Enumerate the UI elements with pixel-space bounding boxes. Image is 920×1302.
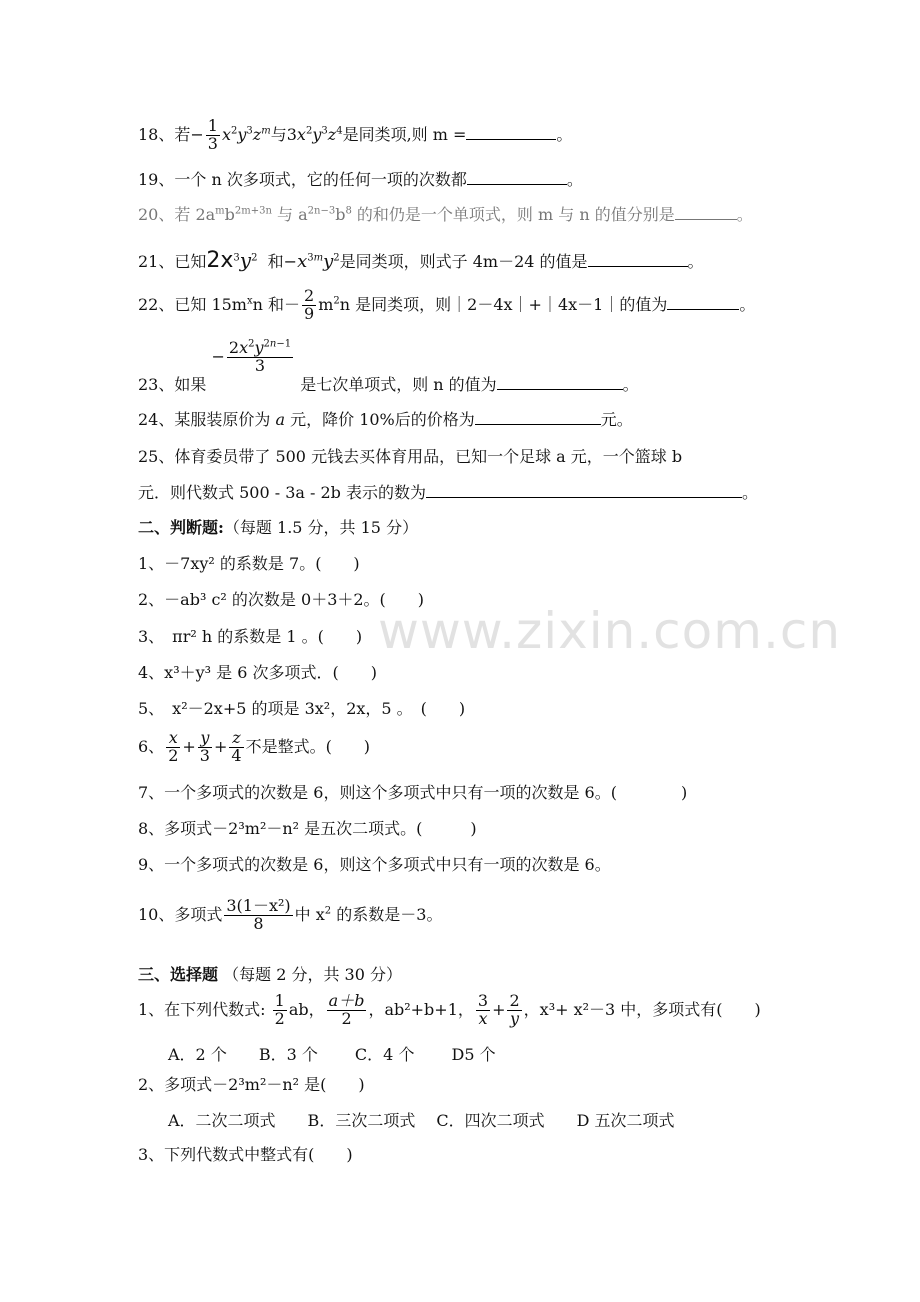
q20-mid: 与 a: [271, 205, 308, 224]
q18-end: 。: [556, 124, 573, 144]
question-23: [138, 338, 639, 394]
judge-5: 5、 x²－2x+5 的项是 3x²，2x，5 。 ( ): [138, 699, 466, 718]
fraction-2-y: [507, 993, 521, 1028]
section-3-heading: [138, 965, 402, 984]
q22-sup2: 2: [333, 295, 340, 307]
j10-post2: 的系数是－3。: [331, 904, 443, 924]
question-24: [138, 410, 633, 429]
frac-den: 3: [207, 133, 218, 153]
q20-exp3: 2n−3: [307, 205, 336, 217]
frac-den: 2: [274, 1008, 285, 1028]
section-note: （每题 2 分，共 30 分）: [223, 965, 402, 984]
frac-num: 3(1－x²): [226, 896, 291, 915]
q20-b2: b: [335, 205, 346, 224]
judge-8: 8、多项式－2³m²－n² 是五次二项式。( ): [138, 819, 477, 838]
frac-den: 8: [253, 913, 264, 933]
frac-den: 2: [341, 1008, 352, 1028]
q20-exp4: 8: [345, 205, 352, 217]
question-25-line1: 25、体育委员带了 500 元钱去买体育用品，已知一个足球 a 元，一个篮球 b: [138, 447, 683, 466]
answer-blank[interactable]: [475, 410, 601, 425]
frac-num: x: [166, 730, 180, 748]
question-21: 21、已知$2x^3y^2$ 和$-x^{3m}y^2$是同类项，则式子 4m－24 的值是 。: [138, 248, 704, 273]
judge-10: [138, 898, 442, 933]
q18-mid: 与: [270, 124, 287, 144]
answer-blank[interactable]: [497, 375, 623, 390]
q25-line2: 元．则代数式 500 - 3a - 2b 表示的数为: [138, 483, 427, 502]
frac-den: 3: [199, 745, 210, 765]
q23-pre: 23、如果: [138, 374, 207, 394]
answer-blank[interactable]: [675, 205, 737, 220]
q20-exp1: m: [215, 205, 225, 217]
q24-var: a: [275, 410, 286, 429]
q18-post: 是同类项,则 m =: [342, 124, 467, 144]
q21-pre: 21、已知: [138, 252, 207, 271]
question-19: [138, 170, 583, 189]
q22-sup: x: [246, 295, 253, 307]
choice-3: 3、下列代数式中整式有( ): [138, 1145, 353, 1164]
judge-3: 3、 πr² h 的系数是 1 。( ): [138, 627, 363, 646]
j10-sup: 2: [324, 905, 332, 917]
question-22: [138, 288, 755, 323]
fraction-two-ninths: [302, 288, 316, 323]
question-25-line2: [138, 483, 758, 502]
fraction-one-third: [206, 118, 220, 153]
q21-end: 。: [687, 252, 704, 271]
section-note: （每题 1.5 分，共 15 分）: [223, 518, 419, 537]
judge-4: 4、x³＋y³ 是 6 次多项式．( ): [138, 663, 377, 682]
q25-end: 。: [742, 483, 759, 502]
judge-6: 6、 $\frac{x}{2}$ + $\frac{y}{3}$ + $\frac{z}{4}$ 不是整式。( ): [138, 728, 371, 765]
choice-2-options: A．二次二项式 B．三次二项式 C．四次二项式 D 五次二项式: [168, 1111, 675, 1130]
q24-pre: 24、某服装原价为: [138, 410, 271, 429]
fraction-z-4: [229, 730, 243, 765]
judge-7: 7、一个多项式的次数是 6，则这个多项式中只有一项的次数是 6。( ): [138, 783, 688, 802]
frac-num: y: [198, 730, 212, 748]
section-2-heading: [138, 518, 418, 537]
watermark: www.zixin.com.cn: [378, 602, 842, 660]
c1-t2: ，ab²+b+1，: [368, 999, 474, 1019]
c1-t1: ab，: [288, 999, 325, 1019]
q23-end: 。: [622, 374, 639, 394]
j10-pre: 10、多项式: [138, 904, 223, 924]
section-title: 二、判断题:: [138, 518, 224, 537]
frac-num: 1: [274, 991, 285, 1010]
answer-blank[interactable]: [466, 125, 556, 140]
choice-1-options: A．2 个 B．3 个 C．4 个 D5 个: [168, 1045, 496, 1064]
answer-blank[interactable]: [426, 483, 742, 498]
j10-post: 中 x: [294, 904, 325, 924]
q20-b: b: [224, 205, 235, 224]
q23-post: 是七次单项式，则 n 的值为: [300, 374, 497, 394]
q20-pre: 20、若 2a: [138, 205, 216, 224]
q22-mid: n 和－: [252, 294, 301, 314]
j6-post: 不是整式。( ): [245, 736, 371, 756]
fraction-3-x: [476, 993, 490, 1028]
c1-pre: 1、在下列代数式:: [138, 999, 266, 1019]
frac-num: z: [229, 730, 243, 748]
judge-2: 2、－ab³ c² 的次数是 0＋3＋2。( ): [138, 590, 425, 609]
frac-den: 9: [304, 303, 315, 323]
q23-tail: [300, 375, 639, 394]
q18-prefix: 18、若: [138, 124, 191, 144]
frac-num: 2: [509, 991, 520, 1010]
question-20: [138, 205, 753, 224]
fraction-y-3: [198, 730, 212, 765]
fraction-half: [273, 993, 287, 1028]
q22-pre: 22、已知 15m: [138, 294, 247, 314]
fraction-x-2: [166, 730, 180, 765]
q22-end: 。: [739, 294, 756, 314]
frac-num: 2: [304, 286, 315, 305]
q19-text: 19、一个 n 次多项式，它的任何一项的次数都: [138, 170, 467, 189]
answer-blank[interactable]: [667, 295, 739, 310]
answer-blank[interactable]: [588, 252, 688, 267]
fraction-polynomial: [224, 898, 292, 933]
frac-den: y: [510, 1008, 520, 1028]
frac-den: x: [478, 1008, 488, 1028]
choice-2: 2、多项式－2³m²－n² 是( ): [138, 1075, 365, 1094]
section-title: 三、选择题: [138, 965, 219, 984]
q22-post2: n 是同类项，则｜2－4x｜+｜4x－1｜的值为: [339, 294, 668, 314]
fraction-monomial: $\frac{2x^2y^{2n-1}}{3}$: [228, 338, 292, 375]
judge-1: 1、－7xy² 的系数是 7。( ): [138, 554, 360, 573]
c1-t3: ，x³+ x²－3 中，多项式有( ): [523, 999, 761, 1019]
frac-num: a＋b: [328, 991, 365, 1010]
q21-post: 是同类项，则式子 4m－24 的值是: [339, 252, 588, 271]
choice-1: 1、在下列代数式: $\frac{1}{2}$ ab， $\frac{a+b}{2}$ ，ab²+b+1， $\frac{3}{x}$ + $\frac{2}{y}$ ，x³+ x²－3 中，多项式有( ): [138, 991, 761, 1028]
j6-pre: 6、: [138, 736, 165, 756]
q22-post: m: [318, 294, 334, 314]
q20-exp2: 2m+3n: [234, 205, 272, 217]
frac-num: 1: [207, 116, 218, 135]
frac-num: 3: [477, 991, 489, 1010]
q19-end: 。: [566, 170, 583, 189]
q20-post: 的和仍是一个单项式，则 m 与 n 的值分别是: [351, 205, 675, 224]
q21-mid: 和: [267, 252, 284, 271]
frac-den: 2: [168, 745, 179, 765]
q23-fraction-wrap: − $\frac{2x^2y^{2n-1}}{3}$: [211, 338, 292, 375]
answer-blank[interactable]: [467, 170, 567, 185]
fraction-a-plus-b: [327, 993, 367, 1028]
frac-den: 3: [254, 355, 266, 375]
q24-post: 元，降价 10%后的价格为: [290, 410, 475, 429]
frac-den: 4: [231, 745, 242, 765]
judge-9: 9、一个多项式的次数是 6，则这个多项式中只有一项的次数是 6。: [138, 855, 611, 874]
q20-end: 。: [736, 205, 753, 224]
question-18: 18、若− $\frac{1}{3}$ $x^2y^3z^m$与$3x^2y^3z^4$是同类项,则 m = 。: [138, 116, 573, 153]
q24-end: 元。: [600, 410, 633, 429]
